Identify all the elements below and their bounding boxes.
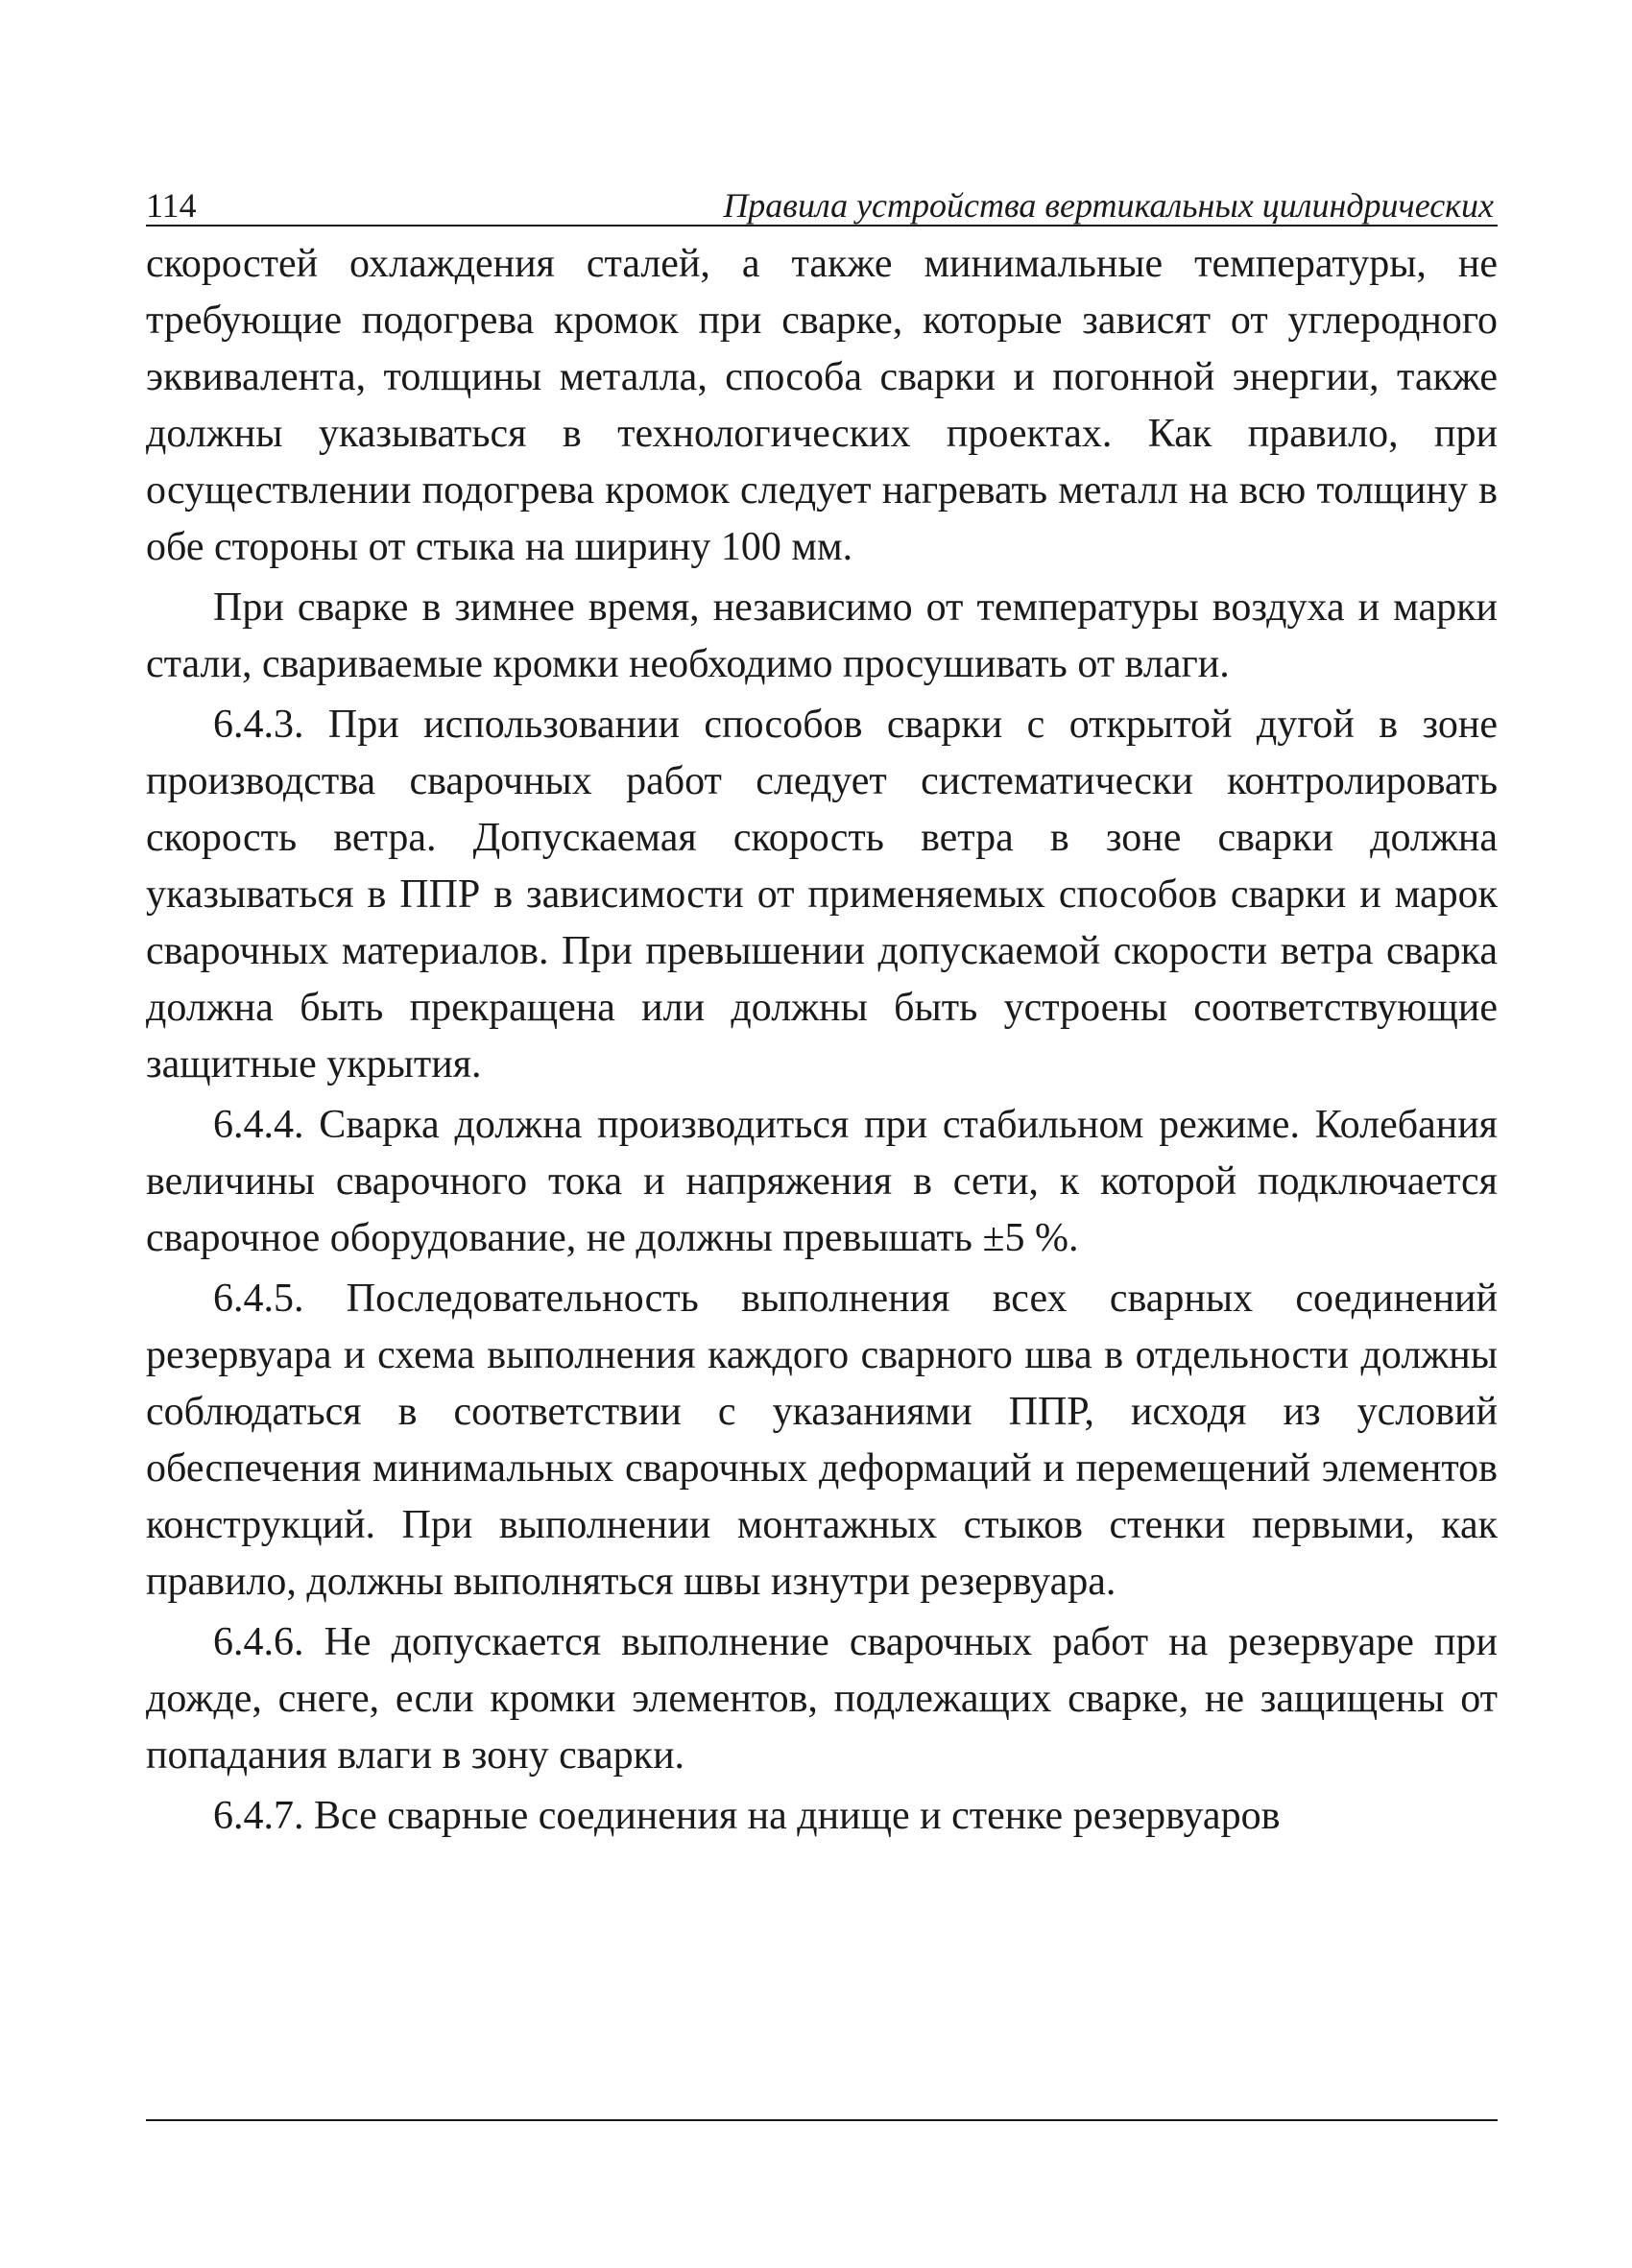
paragraph-continuation: скоростей охлаждения сталей, а также минимальные температуры, не требующие подогрева кромок при сварке, которые зависят от углеродного эквивалента, толщины металла, способа сварки и погонной энергии, также должны указываться в технологических проектах. Как правило, при осуществлении подогрева кромок следует нагревать металл на всю толщину в обе стороны от стыка на ширину 100 мм.	[146, 242, 1498, 569]
book-page	[146, 182, 1498, 1849]
running-head	[146, 182, 1498, 227]
paragraph-6-4-5: 6.4.5. Последовательность выполнения всех сварных соединений резервуара и схема выполнения каждого сварного шва в отдельности должны соблюдаться в соответствии с указаниями ППР, исходя из условий обеспечения минимальных сварочных деформаций и перемещений элементов конструкций. При выполнении монтажных стыков стенки первыми, как правило, должны выполняться швы изнутри резервуара.	[146, 1277, 1498, 1604]
bottom-rule	[146, 2119, 1498, 2121]
body-text	[146, 236, 1498, 1845]
running-title: Правила устройства вертикальных цилиндрических	[723, 186, 1494, 225]
paragraph-6-4-6: 6.4.6. Не допускается выполнение сварочных работ на резервуаре при дожде, снеге, если кромки элементов, подлежащих сварке, не защищены от попадания влаги в зону сварки.	[146, 1620, 1498, 1778]
paragraph-6-4-4: 6.4.4. Сварка должна производиться при стабильном режиме. Колебания величины сварочного тока и напряжения в сети, к которой подключается сварочное оборудование, не должны превышать ±5 %.	[146, 1103, 1498, 1260]
paragraph-winter-welding: При сварке в зимнее время, независимо от температуры воздуха и марки стали, свариваемые кромки необходимо просушивать от влаги.	[146, 585, 1498, 686]
paragraph-6-4-7: 6.4.7. Все сварные соединения на днище и стенке резервуаров	[213, 1794, 1281, 1838]
paragraph-6-4-3: 6.4.3. При использовании способов сварки с открытой дугой в зоне производства сварочных работ следует систематически контролировать скорость ветра. Допускаемая скорость ветра в зоне сварки должна указываться в ППР в зависимости от применяемых способов сварки и марок сварочных материалов. При превышении допускаемой скорости ветра сварка должна быть прекращена или должны быть устроены соответствующие защитные укрытия.	[146, 703, 1498, 1086]
page-number: 114	[146, 186, 197, 225]
